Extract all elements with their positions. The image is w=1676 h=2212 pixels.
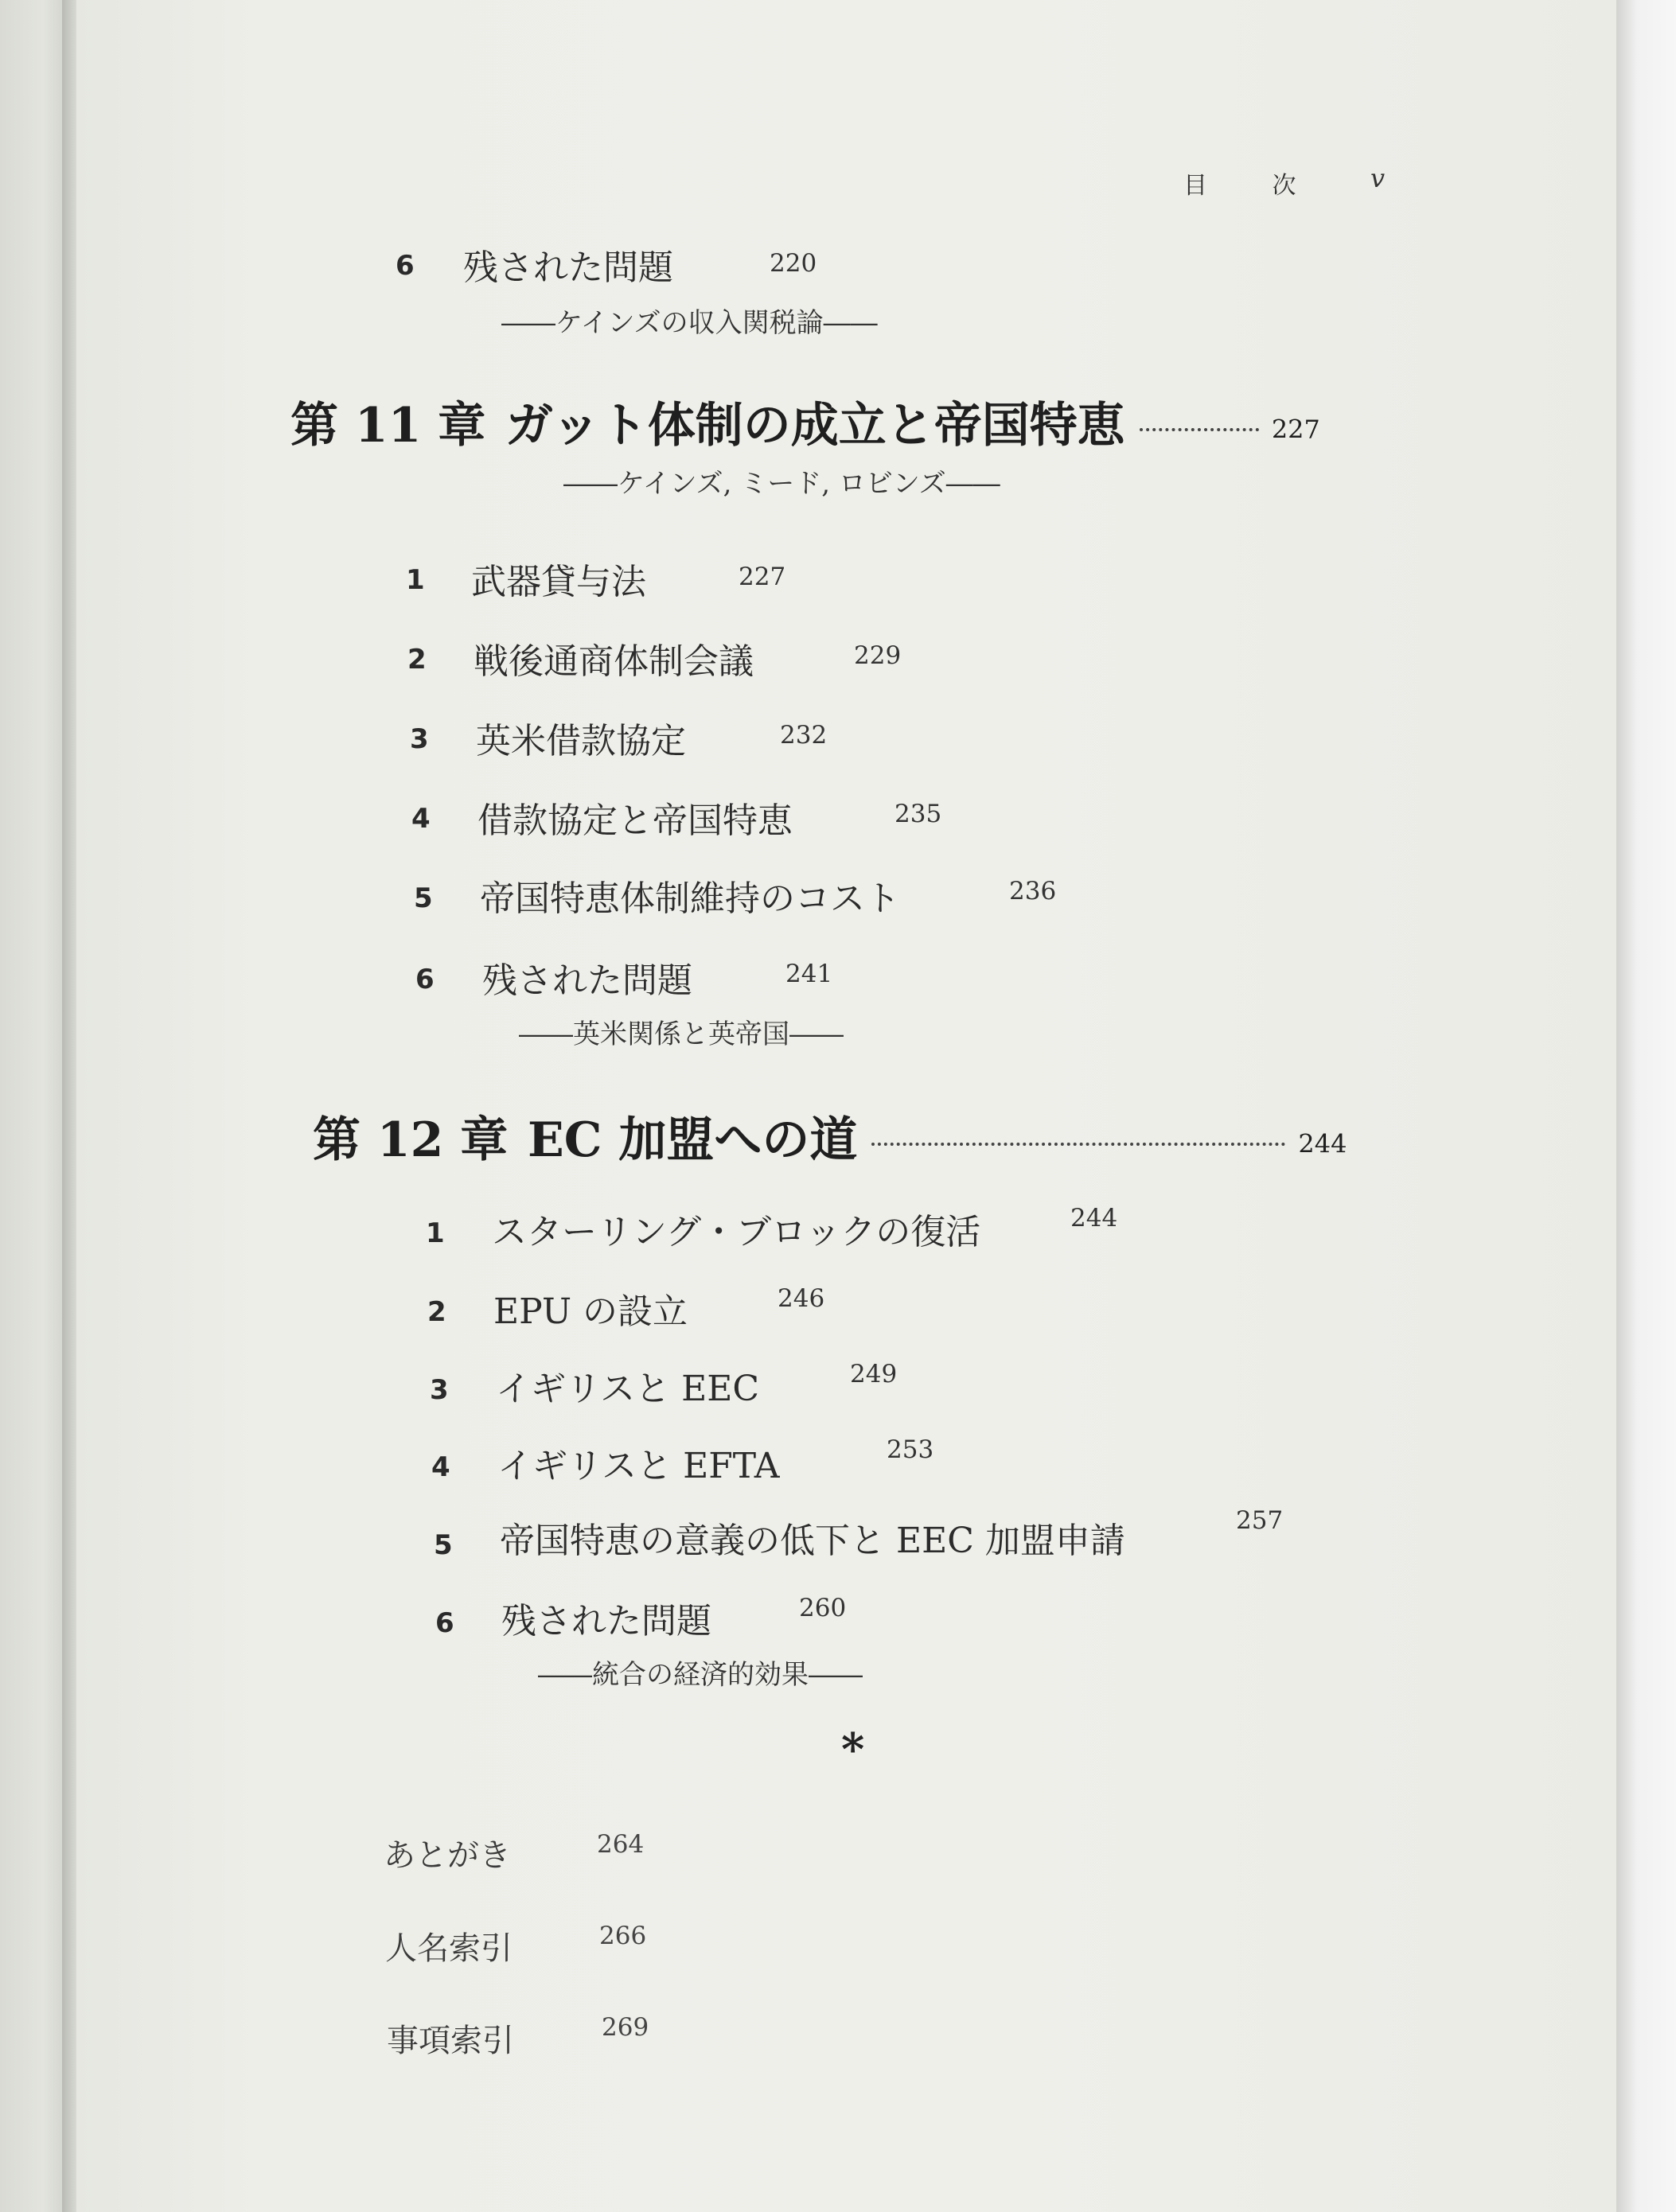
section-title: 残された問題 [463, 247, 673, 288]
back-matter-title: あとがき [384, 1837, 511, 1874]
section-title: 借款協定と帝国特恵 [477, 800, 793, 841]
chapter-page: 244 [1298, 1128, 1347, 1159]
section-title: スターリング・ブロックの復活 [492, 1212, 981, 1252]
chapter-label: 第 11 章 [290, 398, 486, 454]
page-stack-edge [1616, 0, 1676, 2212]
section-number: 2 [407, 644, 427, 676]
section-page: 220 [770, 249, 817, 278]
back-matter-page: 266 [599, 1922, 647, 1950]
chapter-heading [290, 387, 1320, 456]
section-page: 257 [1236, 1506, 1284, 1535]
dot-leader [1140, 428, 1259, 431]
section-page: 232 [780, 721, 828, 750]
section-page: 246 [778, 1284, 825, 1313]
dot-leader [871, 1143, 1285, 1146]
section-title: 英米借款協定 [476, 721, 686, 761]
section-number: 6 [396, 250, 415, 282]
back-matter-title: 人名索引 [385, 1930, 513, 1967]
section-page: 227 [739, 563, 786, 591]
section-page: 249 [850, 1360, 898, 1388]
section-page: 260 [799, 1594, 847, 1622]
section-page: 244 [1070, 1204, 1118, 1233]
chapter-label: 第 12 章 [313, 1112, 509, 1168]
running-header-page-number: v [1370, 163, 1386, 193]
section-title: イギリスと EEC [496, 1369, 760, 1409]
section-subtitle: ――ケインズの収入関税論―― [501, 307, 878, 339]
section-number: 4 [431, 1451, 450, 1483]
section-subtitle: ――統合の経済的効果―― [538, 1659, 863, 1691]
section-title: 帝国特恵の意義の低下と EEC 加盟申請 [500, 1521, 1125, 1561]
section-page: 235 [895, 800, 942, 828]
section-title: 武器貸与法 [471, 562, 646, 602]
chapter-title: EC 加盟への道 [528, 1112, 858, 1168]
section-number: 4 [411, 803, 431, 835]
back-matter-page: 264 [597, 1830, 645, 1859]
chapter-title: ガット体制の成立と帝国特恵 [505, 398, 1125, 454]
section-page: 241 [785, 960, 833, 988]
back-matter-title: 事項索引 [387, 2023, 514, 2059]
section-title: 残された問題 [501, 1601, 711, 1641]
back-matter-page: 269 [602, 2013, 649, 2042]
section-number: 6 [435, 1607, 454, 1639]
section-title: 戦後通商体制会議 [474, 641, 754, 682]
chapter-heading [313, 1102, 1347, 1170]
separator-asterisk: * [841, 1723, 865, 1776]
section-number: 5 [434, 1529, 453, 1561]
section-number: 1 [406, 564, 425, 596]
section-number: 6 [415, 964, 435, 995]
section-page: 229 [854, 641, 902, 670]
section-page: 236 [1009, 877, 1057, 905]
section-title: イギリスと EFTA [497, 1446, 780, 1486]
running-header-title: 目 次 [1183, 172, 1325, 200]
section-title: 残された問題 [482, 960, 692, 1001]
section-number: 2 [427, 1296, 446, 1328]
section-page: 253 [887, 1435, 934, 1464]
section-number: 3 [410, 723, 429, 755]
section-subtitle: ――英米関係と英帝国―― [519, 1018, 844, 1050]
section-number: 3 [430, 1374, 449, 1406]
facing-page-edge [0, 0, 72, 2212]
section-title: 帝国特恵体制維持のコスト [480, 878, 900, 919]
section-number: 1 [426, 1217, 445, 1249]
section-number: 5 [414, 882, 433, 914]
section-title: EPU の設立 [493, 1291, 688, 1332]
chapter-page: 227 [1271, 414, 1320, 445]
chapter-subtitle: ――ケインズ, ミード, ロビンズ―― [563, 468, 1000, 500]
